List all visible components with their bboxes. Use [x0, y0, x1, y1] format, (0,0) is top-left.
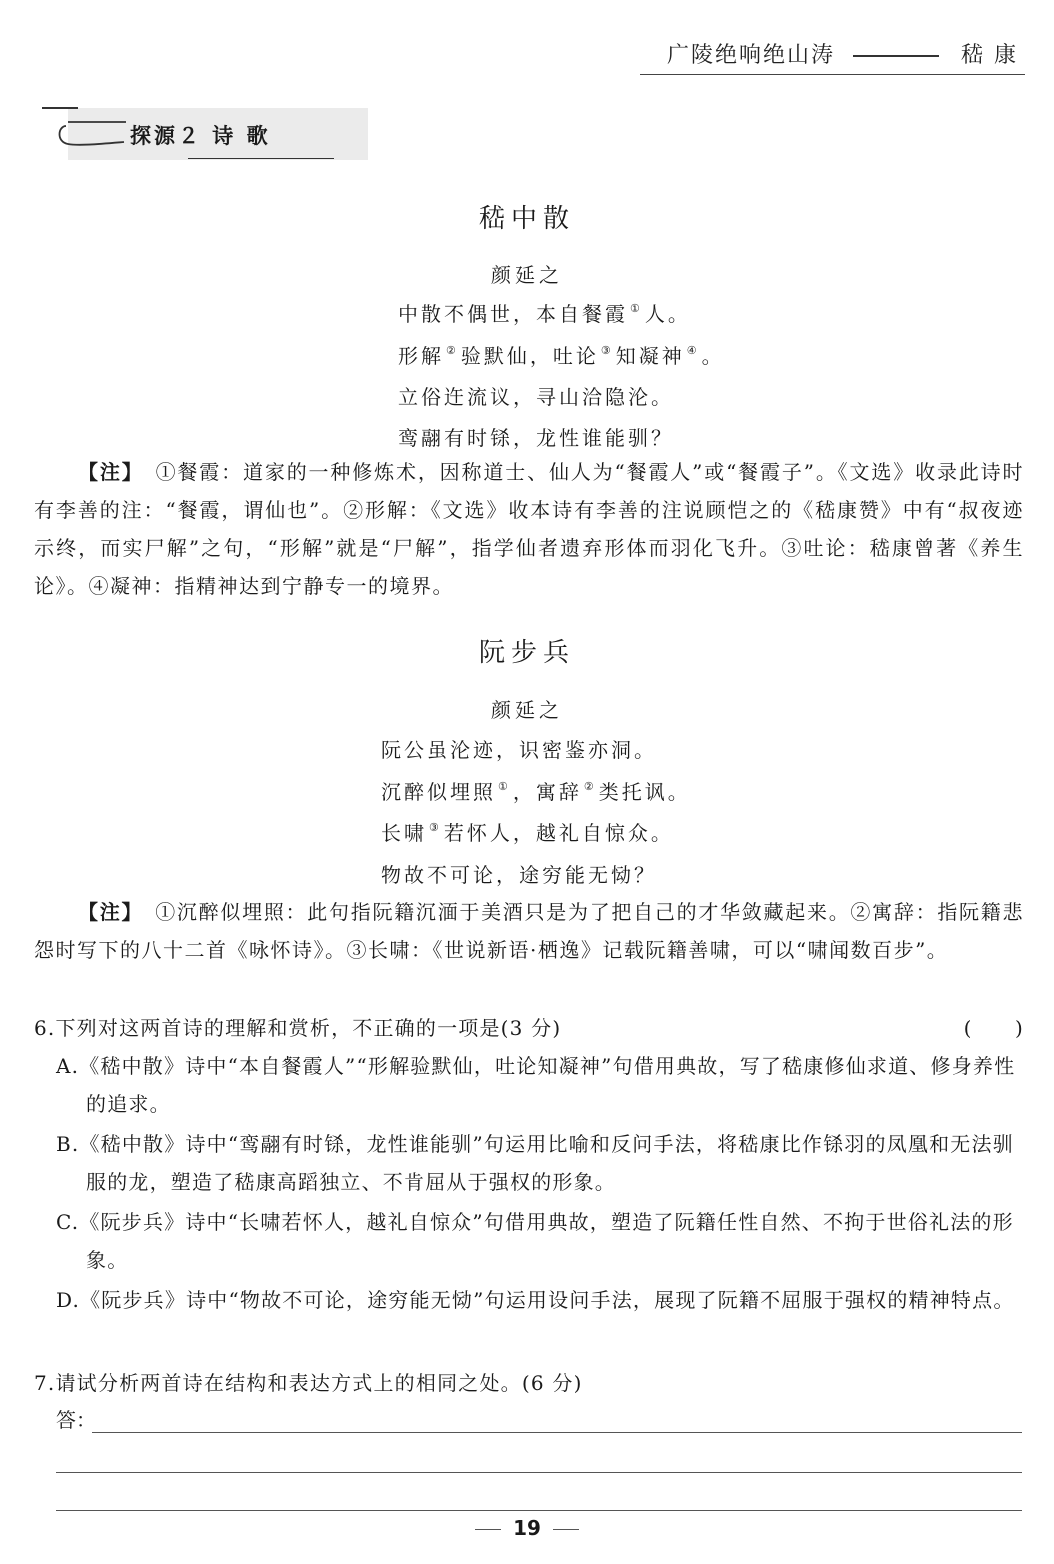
poem2-line-4: 物故不可论，途穷能无恸？ [381, 863, 657, 887]
note-label: 【注】 [78, 900, 144, 924]
poem1-line-3: 立俗迕流议，寻山洽隐沦。 [398, 385, 674, 409]
poem1-note-text: ①餐霞：道家的一种修炼术，因称道士、仙人为“餐霞人”或“餐霞子”。《文选》收录此诗时有李善的注：“餐霞，谓仙也”。②形解：《文选》收本诗有李善的注说顾恺之的《嵇康赞》中有“叔夜迹示终，而实尸解”之句，“形解”就是“尸解”，指学仙者遗弃形体而羽化飞升。③吐论：嵇康曾著《养生论》。④凝神：指精神达到宁静专一的境界。 [34, 460, 1025, 598]
page-dash-right [553, 1529, 579, 1530]
section-label: 探源２ 诗 歌 [130, 124, 271, 148]
header-rule [640, 74, 1025, 75]
header-dash [853, 55, 939, 57]
poem2-line-3: 长啸 ③ 若怀人，越礼自惊众。 [381, 821, 674, 845]
q6-answer-paren[interactable]: ( ) [963, 1016, 1024, 1040]
header-author: 嵇 康 [961, 43, 1018, 68]
poem2-line-2: 沉醉似埋照 ① ，寓辞 ② 类托讽。 [381, 780, 691, 804]
poem1-note [34, 453, 1024, 605]
poem1-line-1: 中散不偶世，本自餐霞 ① 人。 [398, 302, 691, 326]
series-title: 广陵绝响绝山涛 [666, 43, 835, 68]
answer-line-3[interactable] [56, 1510, 1022, 1511]
page-number: 19 [0, 1516, 1054, 1540]
poem1-title: 嵇中散 [478, 204, 575, 234]
q6-option-b[interactable]: B.《嵇中散》诗中“鸾翮有时铩，龙性谁能驯”句运用比喻和反问手法，将嵇康比作铩羽的凤凰和无法驯服的龙，塑造了嵇康高蹈独立、不肯屈从于强权的形象。 [56, 1132, 1014, 1194]
poem1-author: 颜延之 [491, 263, 563, 287]
note-label: 【注】 [78, 460, 144, 484]
section-tag [38, 102, 338, 160]
poem2-title: 阮步兵 [478, 638, 575, 668]
running-header [667, 38, 1018, 69]
q6-stem: 6.下列对这两首诗的理解和赏析，不正确的一项是(3 分) ( ) [34, 1009, 1024, 1047]
poem1-line-2: 形解 ② 验默仙，吐论 ③ 知凝神 ④ 。 [398, 344, 725, 368]
poem2-note [34, 893, 1024, 969]
section-underline [188, 158, 334, 159]
q7-answer-label: 答： [56, 1408, 96, 1432]
poem1-line-4: 鸾翮有时铩，龙性谁能驯？ [398, 426, 674, 450]
poem2-line-1: 阮公虽沦迹，识密鉴亦洞。 [381, 738, 657, 762]
q6-option-d[interactable]: D.《阮步兵》诗中“物故不可论，途穷能无恸”句运用设问手法，展现了阮籍不屈服于强权的精神特点。 [56, 1288, 1015, 1312]
q6-option-a[interactable]: A.《嵇中散》诗中“本自餐霞人”“形解验默仙，吐论知凝神”句借用典故，写了嵇康修仙求道、修身养性的追求。 [56, 1054, 1016, 1116]
answer-line-2[interactable] [56, 1472, 1022, 1473]
poem2-note-text: ①沉醉似埋照：此句指阮籍沉湎于美酒只是为了把自己的才华敛藏起来。②寓辞：指阮籍悲怨时写下的八十二首《咏怀诗》。③长啸：《世说新语·栖逸》记载阮籍善啸，可以“啸闻数百步”。 [34, 900, 1025, 962]
answer-line-1[interactable] [92, 1432, 1022, 1433]
page-dash-left [475, 1529, 501, 1530]
q6-option-c[interactable]: C.《阮步兵》诗中“长啸若怀人，越礼自惊众”句借用典故，塑造了阮籍任性自然、不拘于世俗礼法的形象。 [56, 1210, 1014, 1272]
q7-stem: 7.请试分析两首诗在结构和表达方式上的相同之处。(6 分) [34, 1371, 583, 1395]
poem2-author: 颜延之 [491, 698, 563, 722]
